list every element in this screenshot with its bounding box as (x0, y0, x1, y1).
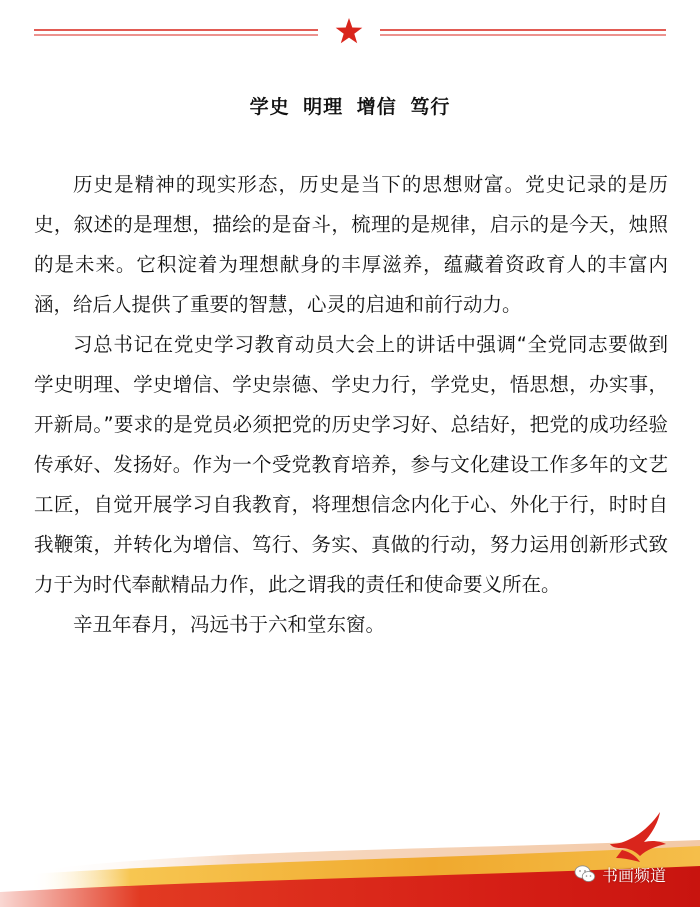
top-ornament (0, 0, 700, 60)
bottom-ornament (0, 810, 700, 907)
star-icon (336, 18, 363, 43)
top-rule-right (380, 30, 666, 35)
paragraph-2: 习总书记在党史学习教育动员大会上的讲话中强调“全党同志要做到学史明理、学史增信、学史崇德、学史力行，学党史，悟思想，办实事，开新局。”要求的是党员必须把党的历史学习好、总结好，把党的成功经验传承好、发扬好。作为一个受党教育培养，参与文化建设工作多年的文艺工匠，自觉开展学习自我教育，将理想信念内化于心、外化于行，时时自我鞭策，并转化为增信、笃行、务实、真做的行动，努力运用创新形式致力于为时代奉献精品力作，此之谓我的责任和使命要义所在。 (34, 333, 668, 596)
wechat-icon (574, 864, 596, 884)
paragraph-1: 历史是精神的现实形态，历史是当下的思想财富。党史记录的是历史，叙述的是理想，描绘的是奋斗，梳理的是规律，启示的是今天，烛照的是未来。它积淀着为理想献身的丰厚滋养，蕴藏着资政育人的丰富内涵，给后人提供了重要的智慧，心灵的启迪和前行动力。 (34, 173, 668, 316)
top-rule-left (34, 30, 318, 35)
watermark-text: 书画频道 (602, 865, 667, 885)
signature-line: 辛丑年春月，冯远书于六和堂东窗。 (73, 613, 386, 636)
body-text (34, 165, 668, 645)
document-title: 学史 明理 增信 笃行 (249, 96, 451, 118)
watermark (574, 862, 666, 886)
